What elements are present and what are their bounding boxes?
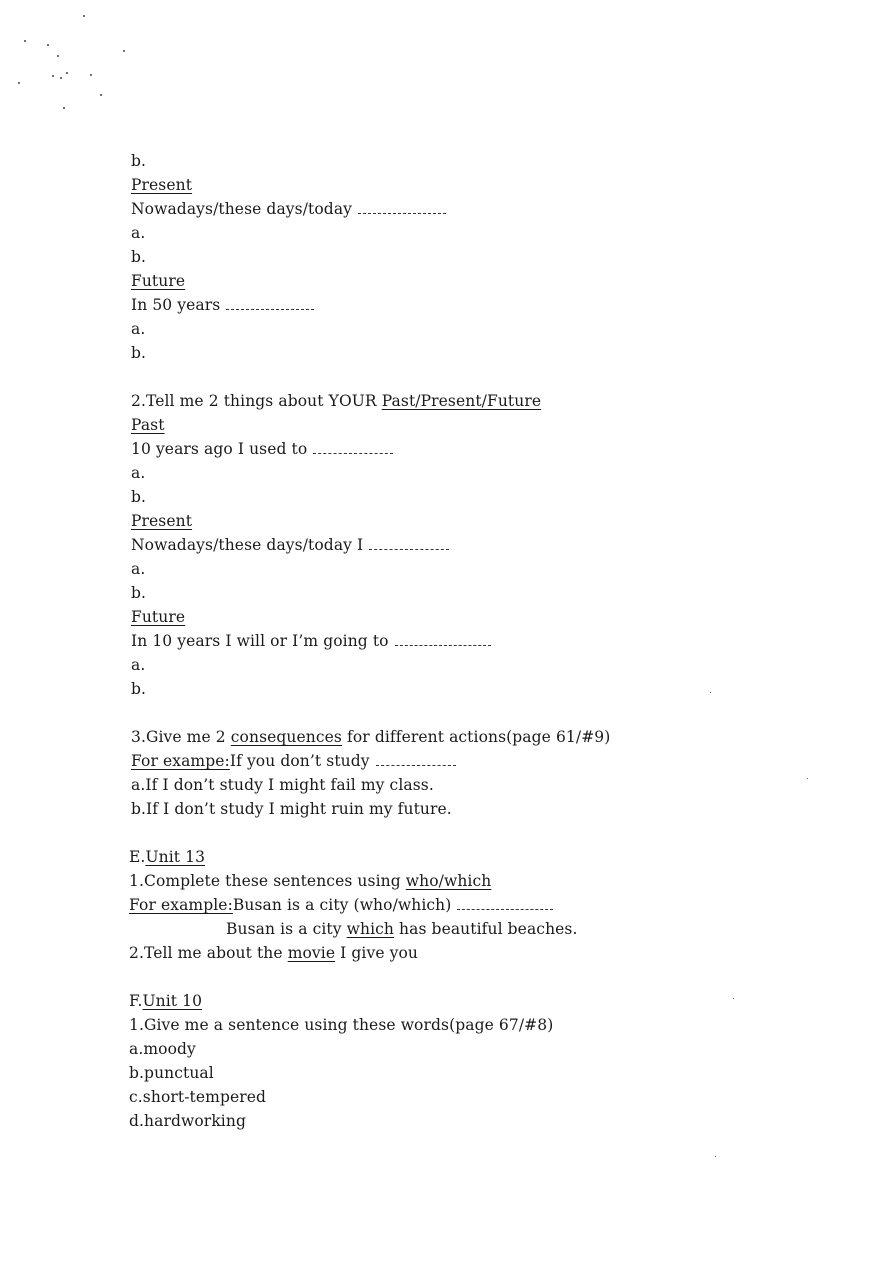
section-e-item-1: 1.Complete these sentences using who/which: [129, 872, 492, 890]
q2-past-answer-b: b.: [131, 488, 147, 506]
q3-answer-a: a.If I don’t study I might fail my class.: [131, 776, 434, 794]
q2-past-answer-a: a.: [131, 464, 146, 482]
word-item: b.punctual: [129, 1064, 214, 1082]
present-prompt: Nowadays/these days/today: [131, 199, 446, 219]
present-answer-a: a.: [131, 224, 146, 242]
section-f-item-1: 1.Give me a sentence using these words(page 67/#8): [129, 1016, 554, 1034]
answer-blank: [313, 452, 393, 454]
q2-past-prompt: 10 years ago I used to: [131, 439, 393, 459]
q2-future-answer-a: a.: [131, 656, 146, 674]
answer-blank: [358, 212, 446, 214]
section-f-heading: F.Unit 10: [129, 992, 203, 1010]
future-prompt: In 50 years: [131, 295, 314, 315]
future-answer-a: a.: [131, 320, 146, 338]
answer-blank: [376, 764, 456, 766]
q2-present-answer-a: a.: [131, 560, 146, 578]
q2-future-prompt: In 10 years I will or I’m going to: [131, 631, 491, 651]
q2-present-answer-b: b.: [131, 584, 147, 602]
answer-blank: [457, 908, 553, 910]
future-answer-b: b.: [131, 344, 147, 362]
question-2-title: 2.Tell me 2 things about YOUR Past/Present/Future: [131, 392, 542, 410]
q3-answer-b: b.If I don’t study I might ruin my future.: [131, 800, 452, 818]
section-e-heading: E.Unit 13: [129, 848, 206, 866]
q2-past-heading: Past: [131, 416, 165, 434]
past-answer-b: b.: [131, 152, 147, 170]
answer-blank: [369, 548, 449, 550]
word-item: a.moody: [129, 1040, 196, 1058]
q2-future-heading: Future: [131, 608, 186, 626]
q2-future-answer-b: b.: [131, 680, 147, 698]
q2-present-heading: Present: [131, 512, 193, 530]
section-e-item-2: 2.Tell me about the movie I give you: [129, 944, 418, 962]
question-3-title: 3.Give me 2 consequences for different actions(page 61/#9): [131, 728, 611, 746]
present-heading: Present: [131, 176, 193, 194]
section-e-example-answer: Busan is a city which has beautiful beaches.: [226, 920, 578, 938]
q3-example: For exampe:If you don’t study: [131, 751, 456, 771]
answer-blank: [226, 308, 314, 310]
word-item: d.hardworking: [129, 1112, 246, 1130]
present-answer-b: b.: [131, 248, 147, 266]
answer-blank: [395, 644, 491, 646]
word-item: c.short-tempered: [129, 1088, 267, 1106]
section-e-example: For example:Busan is a city (who/which): [129, 895, 553, 915]
future-heading: Future: [131, 272, 186, 290]
q2-present-prompt: Nowadays/these days/today I: [131, 535, 449, 555]
